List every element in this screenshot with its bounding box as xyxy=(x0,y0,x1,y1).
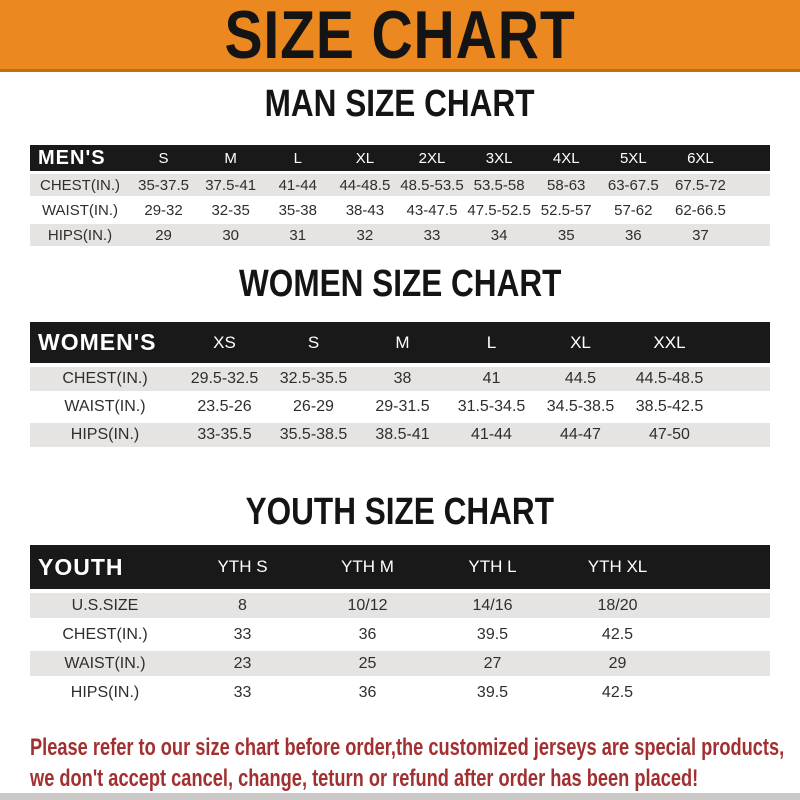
mens-table-label: MEN'S xyxy=(38,146,106,169)
row-label: CHEST(IN.) xyxy=(62,625,148,643)
value-cell: 10/12 xyxy=(347,596,388,614)
value-cell: 29-32 xyxy=(144,201,183,219)
value-cell: 67.5-72 xyxy=(674,176,726,194)
value-cell: 29 xyxy=(155,226,172,244)
value-cell: 33 xyxy=(233,625,252,643)
youth-size-table xyxy=(30,545,770,705)
table-row xyxy=(30,395,770,419)
value-cell: 63-67.5 xyxy=(607,176,659,194)
man-section-heading-text: MAN SIZE CHART xyxy=(265,83,535,125)
size-column-header: XS xyxy=(213,332,236,352)
value-cell: 48.5-53.5 xyxy=(400,176,464,194)
value-cell: 44.5-48.5 xyxy=(635,370,704,387)
banner xyxy=(0,0,800,72)
value-cell: 32.5-35.5 xyxy=(279,370,348,387)
size-column-header: XXL xyxy=(653,332,686,352)
value-cell: 14/16 xyxy=(472,596,513,614)
banner-title: SIZE CHART xyxy=(224,0,576,72)
women-section-heading xyxy=(0,263,800,305)
value-cell: 37 xyxy=(692,226,709,244)
size-column-header: 4XL xyxy=(552,149,580,167)
table-row xyxy=(30,622,770,647)
value-cell: 25 xyxy=(358,654,377,672)
value-cell: 42.5 xyxy=(601,625,634,643)
row-label: HIPS(IN.) xyxy=(70,426,140,443)
value-cell: 38 xyxy=(393,370,412,387)
disclaimer-line-2-text: we don't accept cancel, change, teturn or refund after order has been placed! xyxy=(30,765,699,792)
size-column-header: YTH L xyxy=(468,557,517,576)
value-cell: 58-63 xyxy=(547,176,586,194)
value-cell: 31 xyxy=(289,226,307,244)
disclaimer xyxy=(30,732,800,794)
value-cell: 37.5-41 xyxy=(205,176,257,194)
youth-section-heading-text: YOUTH SIZE CHART xyxy=(245,491,555,533)
row-label: HIPS(IN.) xyxy=(47,226,113,244)
value-cell: 44-48.5 xyxy=(339,176,391,194)
size-column-header: 5XL xyxy=(619,149,647,167)
table-row xyxy=(30,680,770,705)
womens-size-table xyxy=(30,322,770,447)
womens-table-label: WOMEN'S xyxy=(38,329,157,355)
value-cell: 8 xyxy=(238,596,247,614)
value-cell: 32 xyxy=(356,226,374,244)
disclaimer-line-1-text: Please refer to our size chart before order,the customized jerseys are special products, xyxy=(30,734,785,761)
disclaimer-line-1 xyxy=(30,732,800,763)
value-cell: 35 xyxy=(557,226,575,244)
size-column-header: YTH S xyxy=(217,557,268,576)
size-column-header: XL xyxy=(355,149,375,167)
size-column-header: XL xyxy=(570,332,591,352)
value-cell: 41-44 xyxy=(278,176,317,194)
youth-table-header-bar xyxy=(30,545,770,589)
value-cell: 33 xyxy=(233,683,252,701)
size-column-header: 2XL xyxy=(418,149,446,167)
value-cell: 18/20 xyxy=(597,596,638,614)
size-column-header: 6XL xyxy=(687,149,714,167)
size-column-header: 3XL xyxy=(485,149,513,167)
man-size-chart-section xyxy=(0,83,800,246)
size-column-header: L xyxy=(293,149,302,167)
value-cell: 39.5 xyxy=(476,683,509,701)
value-cell: 33-35.5 xyxy=(197,426,252,443)
size-column-header: S xyxy=(158,149,169,167)
value-cell: 35.5-38.5 xyxy=(279,426,348,443)
row-label: CHEST(IN.) xyxy=(40,176,120,194)
value-cell: 38.5-42.5 xyxy=(635,398,704,415)
table-row xyxy=(30,423,770,447)
value-cell: 52.5-57 xyxy=(540,201,592,219)
value-cell: 47-50 xyxy=(649,426,690,443)
row-label: WAIST(IN.) xyxy=(41,201,119,219)
women-size-chart-section xyxy=(0,263,800,447)
value-cell: 35-38 xyxy=(278,201,317,219)
size-column-header: S xyxy=(307,332,320,352)
value-cell: 36 xyxy=(624,226,642,244)
youth-size-chart-section xyxy=(0,491,800,705)
size-column-header: M xyxy=(224,149,237,167)
value-cell: 43-47.5 xyxy=(406,201,458,219)
value-cell: 44-47 xyxy=(560,426,601,443)
mens-size-table xyxy=(30,145,770,246)
value-cell: 34 xyxy=(490,226,508,244)
value-cell: 41-44 xyxy=(471,426,512,443)
value-cell: 53.5-58 xyxy=(473,176,525,194)
bottom-strip xyxy=(0,793,800,800)
value-cell: 30 xyxy=(222,226,239,244)
value-cell: 62-66.5 xyxy=(674,201,726,219)
size-column-header: M xyxy=(395,332,410,352)
value-cell: 44.5 xyxy=(564,370,597,387)
table-row xyxy=(30,593,770,618)
row-label: WAIST(IN.) xyxy=(64,654,146,672)
value-cell: 26-29 xyxy=(293,398,334,415)
value-cell: 47.5-52.5 xyxy=(467,201,531,219)
value-cell: 38.5-41 xyxy=(375,426,430,443)
value-cell: 29.5-32.5 xyxy=(190,370,259,387)
disclaimer-line-2 xyxy=(30,763,800,794)
table-row xyxy=(30,367,770,391)
value-cell: 27 xyxy=(483,654,502,672)
value-cell: 34.5-38.5 xyxy=(546,398,615,415)
value-cell: 29-31.5 xyxy=(375,398,430,415)
value-cell: 38-43 xyxy=(345,201,385,219)
row-label: CHEST(IN.) xyxy=(62,370,148,387)
value-cell: 57-62 xyxy=(614,201,653,219)
size-column-header: YTH XL xyxy=(587,557,648,576)
table-row xyxy=(30,224,770,246)
youth-section-heading xyxy=(0,491,800,533)
value-cell: 33 xyxy=(423,226,441,244)
value-cell: 35-37.5 xyxy=(138,176,189,194)
size-column-header: L xyxy=(486,332,497,352)
row-label: WAIST(IN.) xyxy=(64,398,146,415)
value-cell: 41 xyxy=(482,370,501,387)
value-cell: 42.5 xyxy=(601,683,634,701)
women-section-heading-text: WOMEN SIZE CHART xyxy=(238,263,562,305)
value-cell: 39.5 xyxy=(476,625,509,643)
womens-table-header-bar xyxy=(30,322,770,363)
mens-table-header-bar xyxy=(30,145,770,171)
value-cell: 36 xyxy=(358,683,377,701)
row-label: U.S.SIZE xyxy=(71,596,139,614)
row-label: HIPS(IN.) xyxy=(70,683,140,701)
value-cell: 36 xyxy=(358,625,377,643)
size-column-header: YTH M xyxy=(341,557,394,576)
table-row xyxy=(30,174,770,196)
youth-table-label: YOUTH xyxy=(38,553,124,580)
man-section-heading xyxy=(0,83,800,125)
value-cell: 23.5-26 xyxy=(197,398,252,415)
value-cell: 29 xyxy=(608,654,627,672)
table-row xyxy=(30,651,770,676)
value-cell: 23 xyxy=(233,654,252,672)
value-cell: 31.5-34.5 xyxy=(457,398,526,415)
table-row xyxy=(30,199,770,221)
value-cell: 32-35 xyxy=(211,201,250,219)
